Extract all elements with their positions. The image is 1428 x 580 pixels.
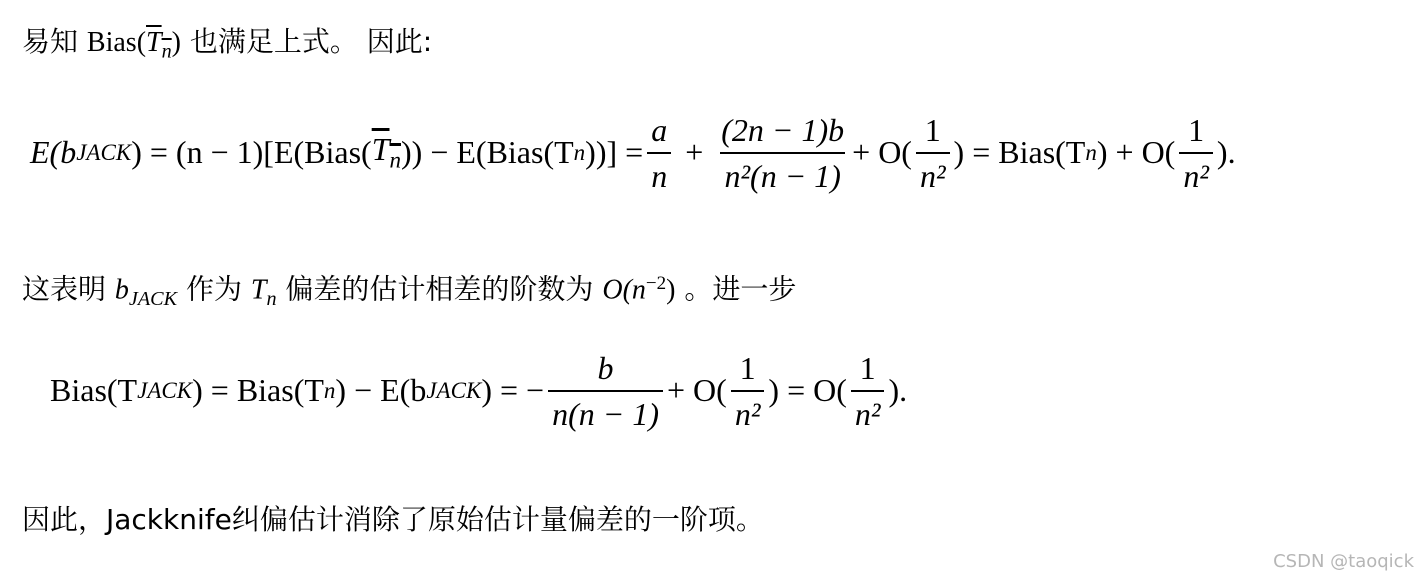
fraction-1-over-n2-d: $\frac{1}{\text{n²}}$ bbox=[851, 348, 885, 432]
fraction-1-over-n2-b: $\frac{1}{\text{n²}}$ bbox=[1179, 110, 1213, 194]
intro-line: 易知 $Bias(T_n)$ 也满足上式。 因此: bbox=[22, 25, 433, 63]
fraction-1-over-n2-c: $\frac{1}{\text{n²}}$ bbox=[731, 348, 765, 432]
watermark: CSDN @taoqick bbox=[1273, 551, 1414, 572]
fraction-2n-1-b: $\frac{(2n - 1)b}{\text{n²(n − 1)}}$ bbox=[721, 112, 845, 194]
eq1-rhs3: ))] = bbox=[585, 133, 644, 170]
eq1-tbar: $T_n$ bbox=[371, 130, 401, 173]
equation-expected-bias: E(b JACK ) = (n − 1)[E(Bias( $T_n$ )) − E(Bias(T n ))] = $\frac{a}{n}$ + $\frac{(2n - 1)b}{\text{n²(n − 1)}}$ + O( $\frac{1}{\text{n²}}$ ) = Bias(T n ) + O( $\frac{1}{\text{n²}}$ ). bbox=[30, 112, 1236, 194]
bias-word: Bias bbox=[86, 27, 137, 58]
order-line: 这表明 $b_{JACK}$ 作为 $T_n$ 偏差的估计相差的阶数为 $O(n^{-2})$ 。进一步 bbox=[22, 272, 797, 310]
fraction-a-over-n: $\frac{a}{n}$ bbox=[647, 110, 671, 194]
intro-suffix: 也满足上式。 因此: bbox=[181, 25, 433, 58]
tn-bar: $T_n$ bbox=[146, 27, 172, 63]
eq1-lhs: E(b bbox=[30, 133, 77, 170]
eq1-rhs2: )) − E(Bias(T bbox=[401, 133, 574, 170]
eq1-rhs1: ) = (n − 1)[E(Bias( bbox=[131, 133, 372, 170]
conclusion-line: 因此，Jackknife纠偏估计消除了原始估计量偏差的一阶项。 bbox=[22, 503, 764, 536]
equation-jack-bias: Bias(T JACK ) = Bias(T n ) − E(b JACK ) = − $\frac{b}{n(n - 1)}$ + O( $\frac{1}{\text{n²}}$ ) = O( $\frac{1}{\text{n²}}$ ). bbox=[50, 350, 908, 432]
intro-prefix: 易知 bbox=[22, 25, 87, 58]
eq1-lhs-sub: JACK bbox=[76, 138, 132, 165]
fraction-b-over-n-n-1: $\frac{b}{n(n - 1)}$ bbox=[548, 348, 663, 432]
fraction-1-over-n2: $\frac{1}{\text{n²}}$ bbox=[916, 110, 950, 194]
